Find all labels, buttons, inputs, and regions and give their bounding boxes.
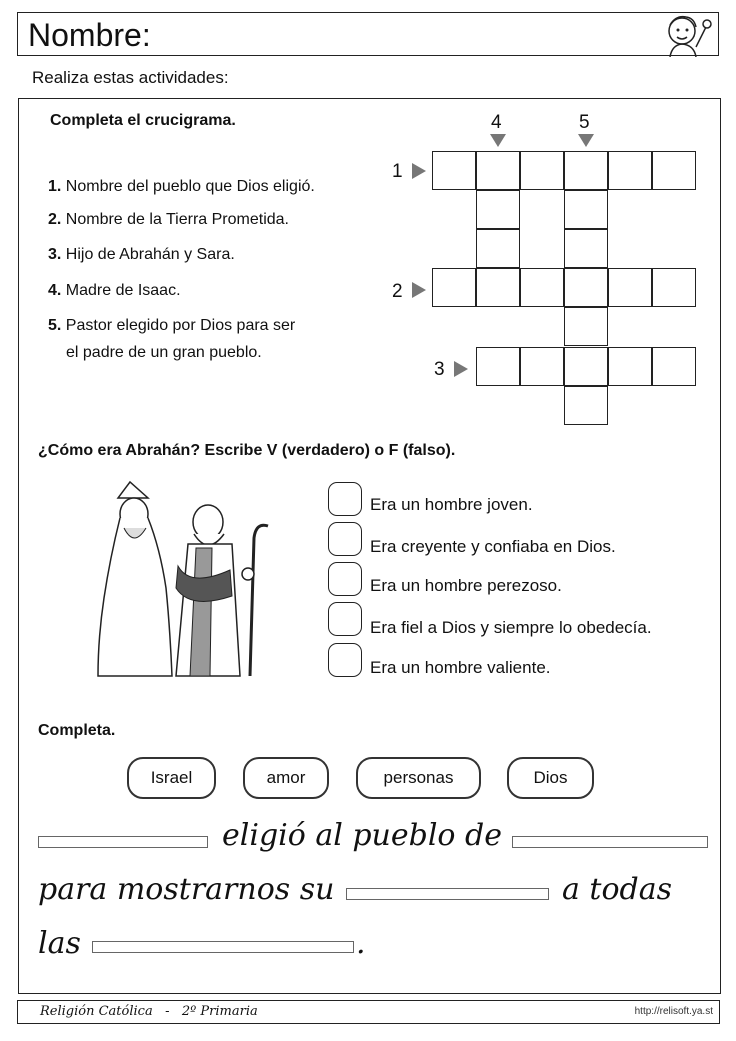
statement-2: Era creyente y confiaba en Dios.: [370, 537, 616, 556]
crossword-cell[interactable]: [608, 268, 652, 307]
sentence-part-1: eligió al pueblo de: [222, 818, 502, 853]
statement-4: Era fiel a Dios y siempre lo obedecía.: [370, 618, 652, 637]
crossword-cell[interactable]: [432, 268, 476, 307]
footer: [17, 1000, 720, 1024]
abraham-sara-illustration: [90, 478, 270, 683]
sentence-part-4: las: [38, 926, 81, 961]
crossword-cell[interactable]: [652, 347, 696, 386]
crossword-cell[interactable]: [564, 307, 608, 346]
arrow-down-icon: [490, 134, 508, 148]
crossword-cell[interactable]: [652, 268, 696, 307]
grid-number-2: 2: [392, 281, 403, 302]
waving-kid-illustration: [656, 13, 714, 57]
answer-box-2[interactable]: [328, 522, 362, 556]
crossword-cell[interactable]: [476, 347, 520, 386]
answer-box-3[interactable]: [328, 562, 362, 596]
crossword-cell[interactable]: [652, 151, 696, 190]
footer-subject: Religión Católica - 2º Primaria: [40, 1004, 258, 1019]
statement-1: Era un hombre joven.: [370, 495, 533, 514]
clue-4: 4. Madre de Isaac.: [48, 282, 181, 299]
arrow-right-icon: [412, 282, 428, 300]
answer-box-5[interactable]: [328, 643, 362, 677]
word-bank-personas: personas: [356, 757, 481, 799]
sentence-part-3: a todas: [562, 872, 673, 907]
blank-4[interactable]: [92, 941, 354, 953]
crossword-cell[interactable]: [564, 268, 608, 307]
grid-number-5: 5: [579, 112, 590, 133]
crossword-cell[interactable]: [476, 268, 520, 307]
word-bank-dios: Dios: [507, 757, 594, 799]
crossword-cell[interactable]: [564, 386, 608, 425]
clue-5-continued: el padre de un gran pueblo.: [66, 344, 262, 361]
clue-2: 2. Nombre de la Tierra Prometida.: [48, 211, 289, 228]
grid-number-3: 3: [434, 359, 445, 380]
crossword-cell[interactable]: [476, 190, 520, 229]
crossword-cell[interactable]: [608, 347, 652, 386]
sentence-part-2: para mostrarnos su: [38, 872, 335, 907]
word-bank-amor: amor: [243, 757, 329, 799]
clue-1: 1. Nombre del pueblo que Dios eligió.: [48, 178, 315, 195]
crossword-cell[interactable]: [564, 347, 608, 386]
footer-url[interactable]: http://relisoft.ya.st: [634, 1006, 713, 1017]
statement-5: Era un hombre valiente.: [370, 658, 551, 677]
arrow-down-icon: [578, 134, 596, 148]
blank-1[interactable]: [38, 836, 208, 848]
answer-box-1[interactable]: [328, 482, 362, 516]
crossword-cell[interactable]: [520, 268, 564, 307]
crossword-cell[interactable]: [476, 229, 520, 268]
sentence-end-period: .: [356, 926, 366, 961]
crossword-cell[interactable]: [520, 151, 564, 190]
word-bank-israel: Israel: [127, 757, 216, 799]
name-label: Nombre:: [28, 17, 151, 53]
crossword-cell[interactable]: [564, 229, 608, 268]
arrow-right-icon: [454, 361, 470, 379]
crossword-cell[interactable]: [476, 151, 520, 190]
answer-box-4[interactable]: [328, 602, 362, 636]
true-false-title: ¿Cómo era Abrahán? Escribe V (verdadero) o F (falso).: [38, 442, 456, 459]
crossword-cell[interactable]: [608, 151, 652, 190]
crossword-cell[interactable]: [564, 190, 608, 229]
crossword-cell[interactable]: [432, 151, 476, 190]
grid-number-4: 4: [491, 112, 502, 133]
arrow-right-icon: [412, 163, 428, 181]
crossword-cell[interactable]: [520, 347, 564, 386]
crossword-cell[interactable]: [564, 151, 608, 190]
clue-3: 3. Hijo de Abrahán y Sara.: [48, 246, 235, 263]
blank-2[interactable]: [512, 836, 708, 848]
clue-5: 5. Pastor elegido por Dios para ser: [48, 317, 296, 334]
instructions: Realiza estas actividades:: [32, 68, 229, 87]
complete-title: Completa.: [38, 722, 116, 739]
grid-number-1: 1: [392, 161, 403, 182]
blank-3[interactable]: [346, 888, 549, 900]
crossword-title: Completa el crucigrama.: [50, 112, 236, 129]
statement-3: Era un hombre perezoso.: [370, 576, 562, 595]
name-box[interactable]: [17, 12, 719, 56]
